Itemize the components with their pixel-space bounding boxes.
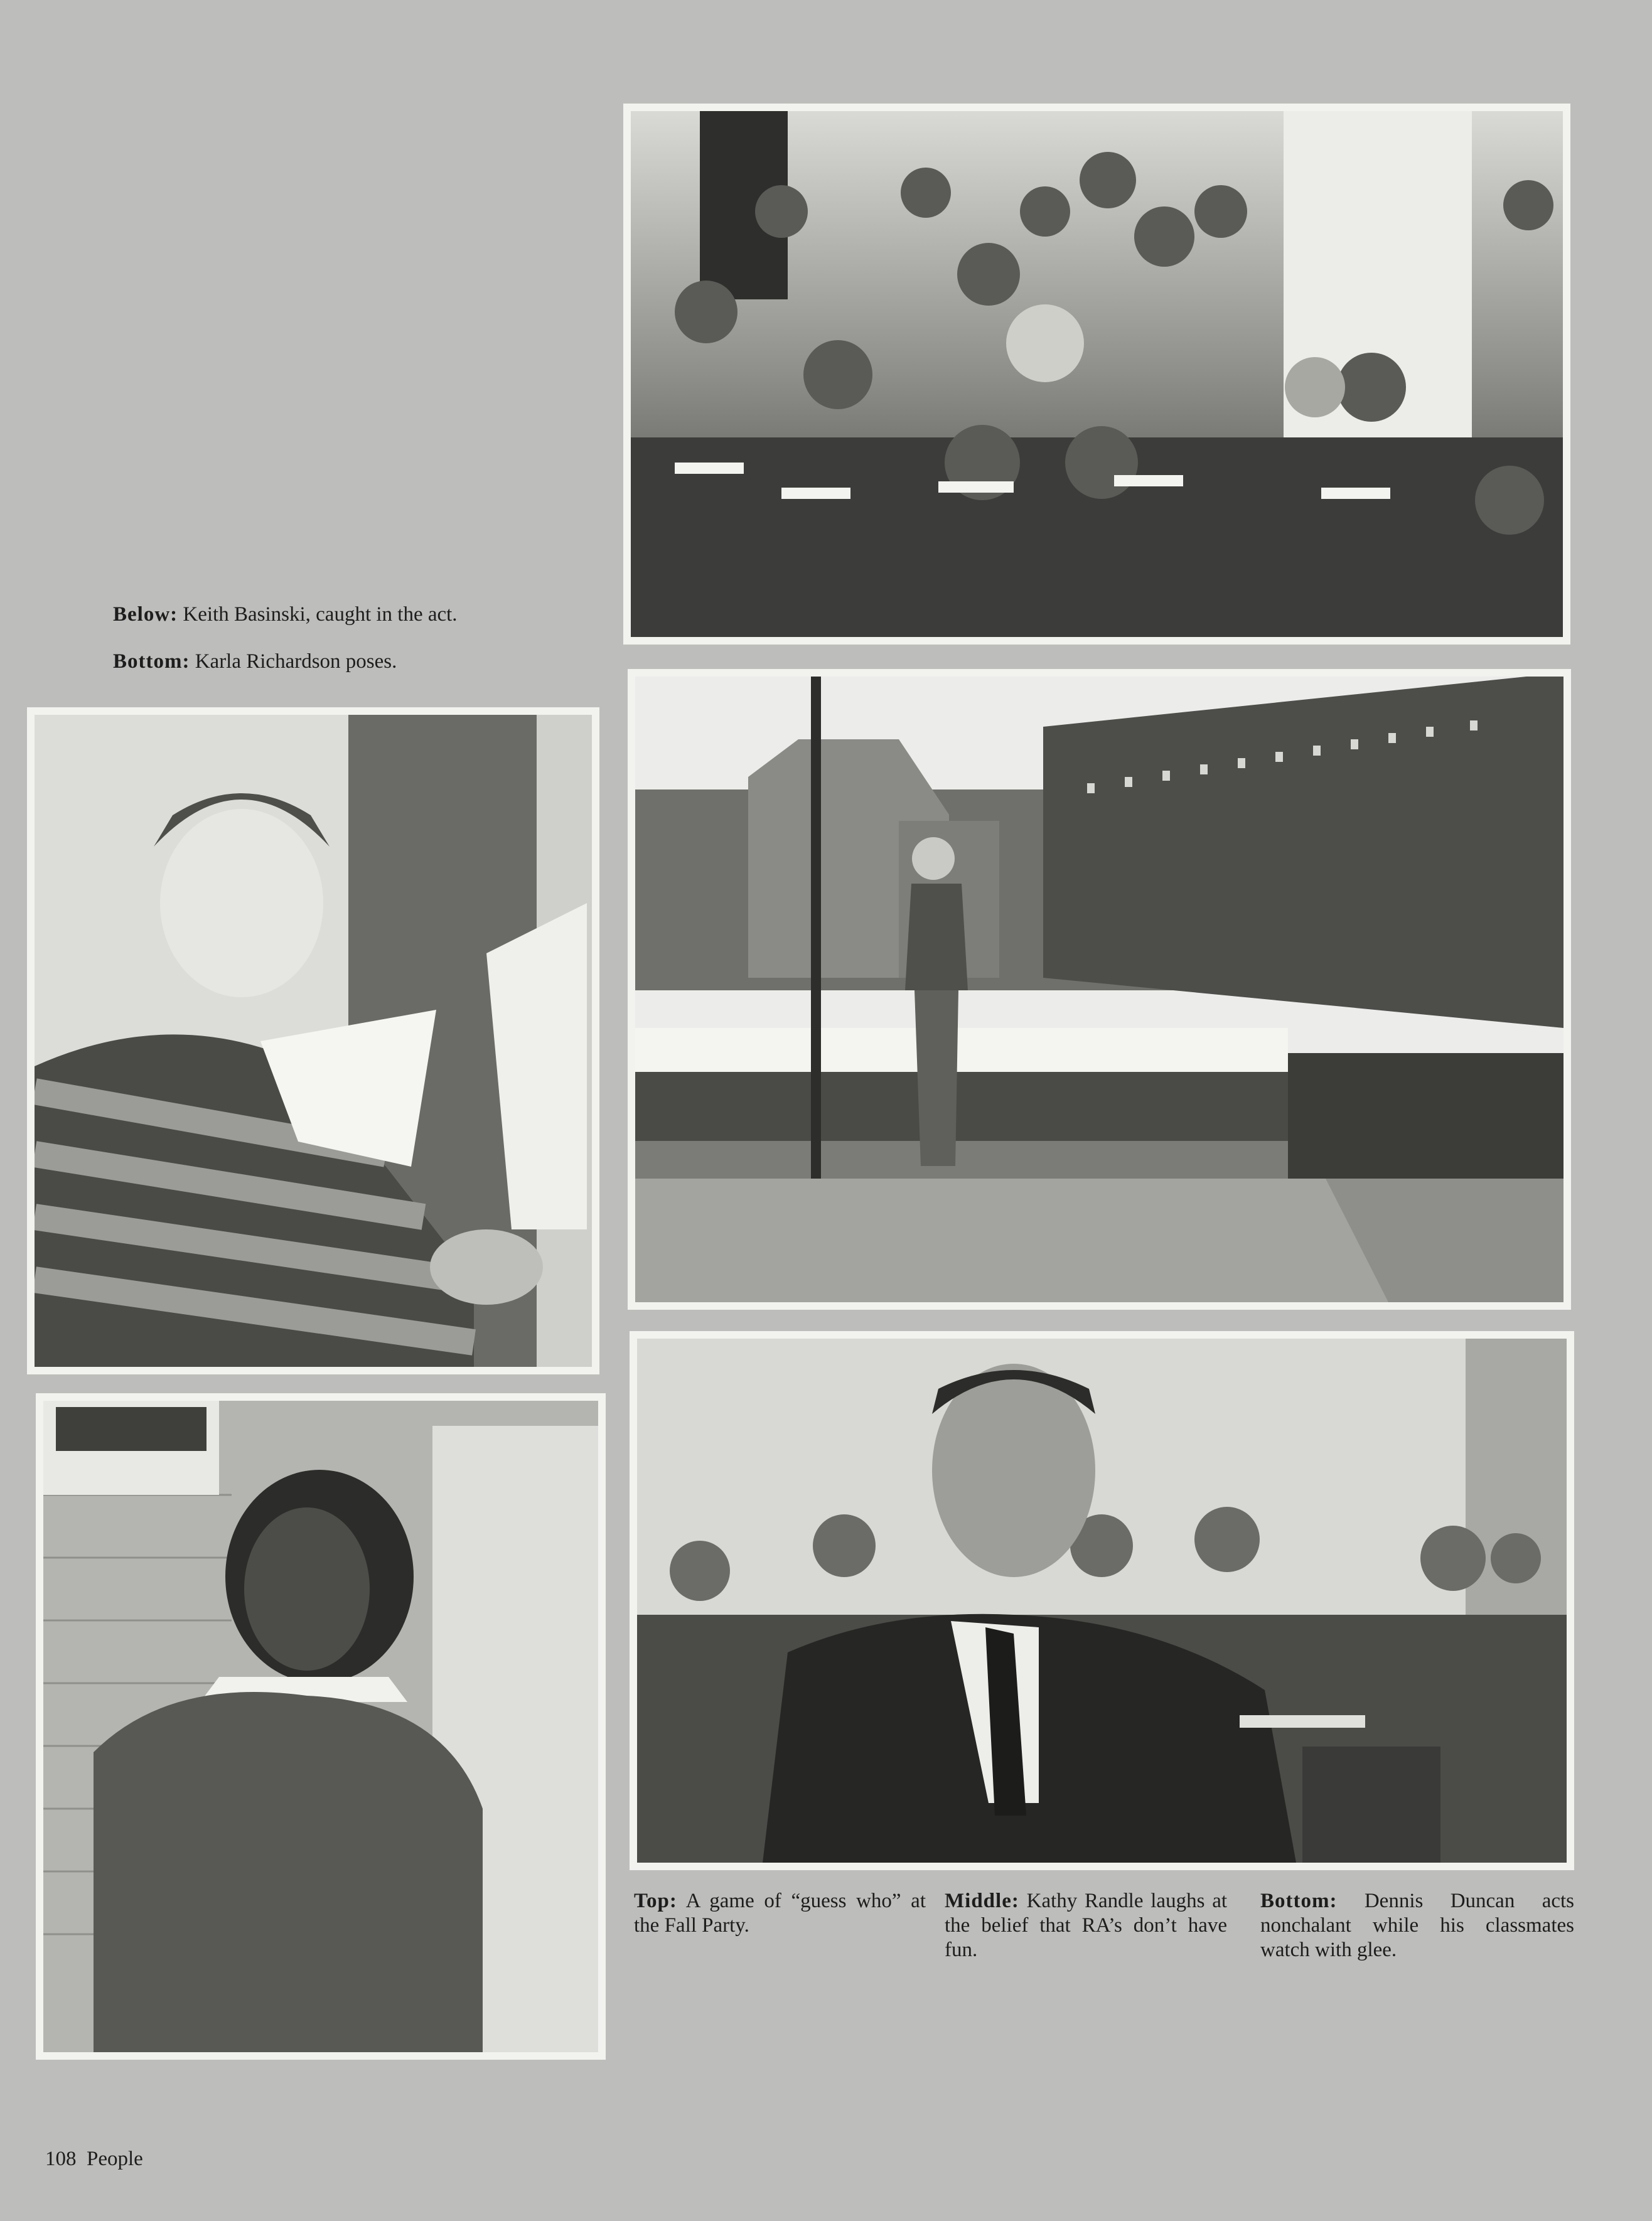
caption-label: Middle: [945,1890,1019,1912]
caption-text: Keith Basinski, caught in the act. [183,603,458,626]
caption-label: Below: [113,603,178,626]
caption-text: Kathy Randle laughs at the belief that RA’s don’t have fun. [945,1890,1228,1961]
caption-text: Karla Richardson poses. [195,650,397,673]
photo-dennis-duncan [630,1331,1574,1870]
photo-karla-richardson [36,1393,606,2060]
photo-fall-party-group [623,104,1570,645]
caption-text: Dennis Duncan acts nonchalant while his classmates watch with glee. [1260,1890,1575,1961]
caption-label: Bottom: [1260,1890,1338,1912]
karla-photo-image [43,1401,598,2052]
dennis-photo-image [637,1339,1567,1863]
caption-label: Top: [634,1890,677,1912]
page-number: 108 [45,2148,77,2170]
caption-bottom [1260,1889,1574,1962]
section-name: People [87,2148,143,2170]
caption-middle [945,1889,1227,1962]
kathy-photo-image [635,677,1564,1302]
caption-top [634,1889,926,1938]
caption-label: Bottom: [113,650,190,673]
caption-below [113,602,590,627]
photo-keith-basinski [27,707,599,1374]
group-photo-image [631,111,1563,637]
caption-text: A game of “guess who” at the Fall Party. [634,1890,926,1937]
caption-bottom-left [113,650,590,674]
keith-photo-image [35,715,592,1367]
page-folio [45,2148,143,2171]
photo-kathy-randle [628,669,1571,1310]
